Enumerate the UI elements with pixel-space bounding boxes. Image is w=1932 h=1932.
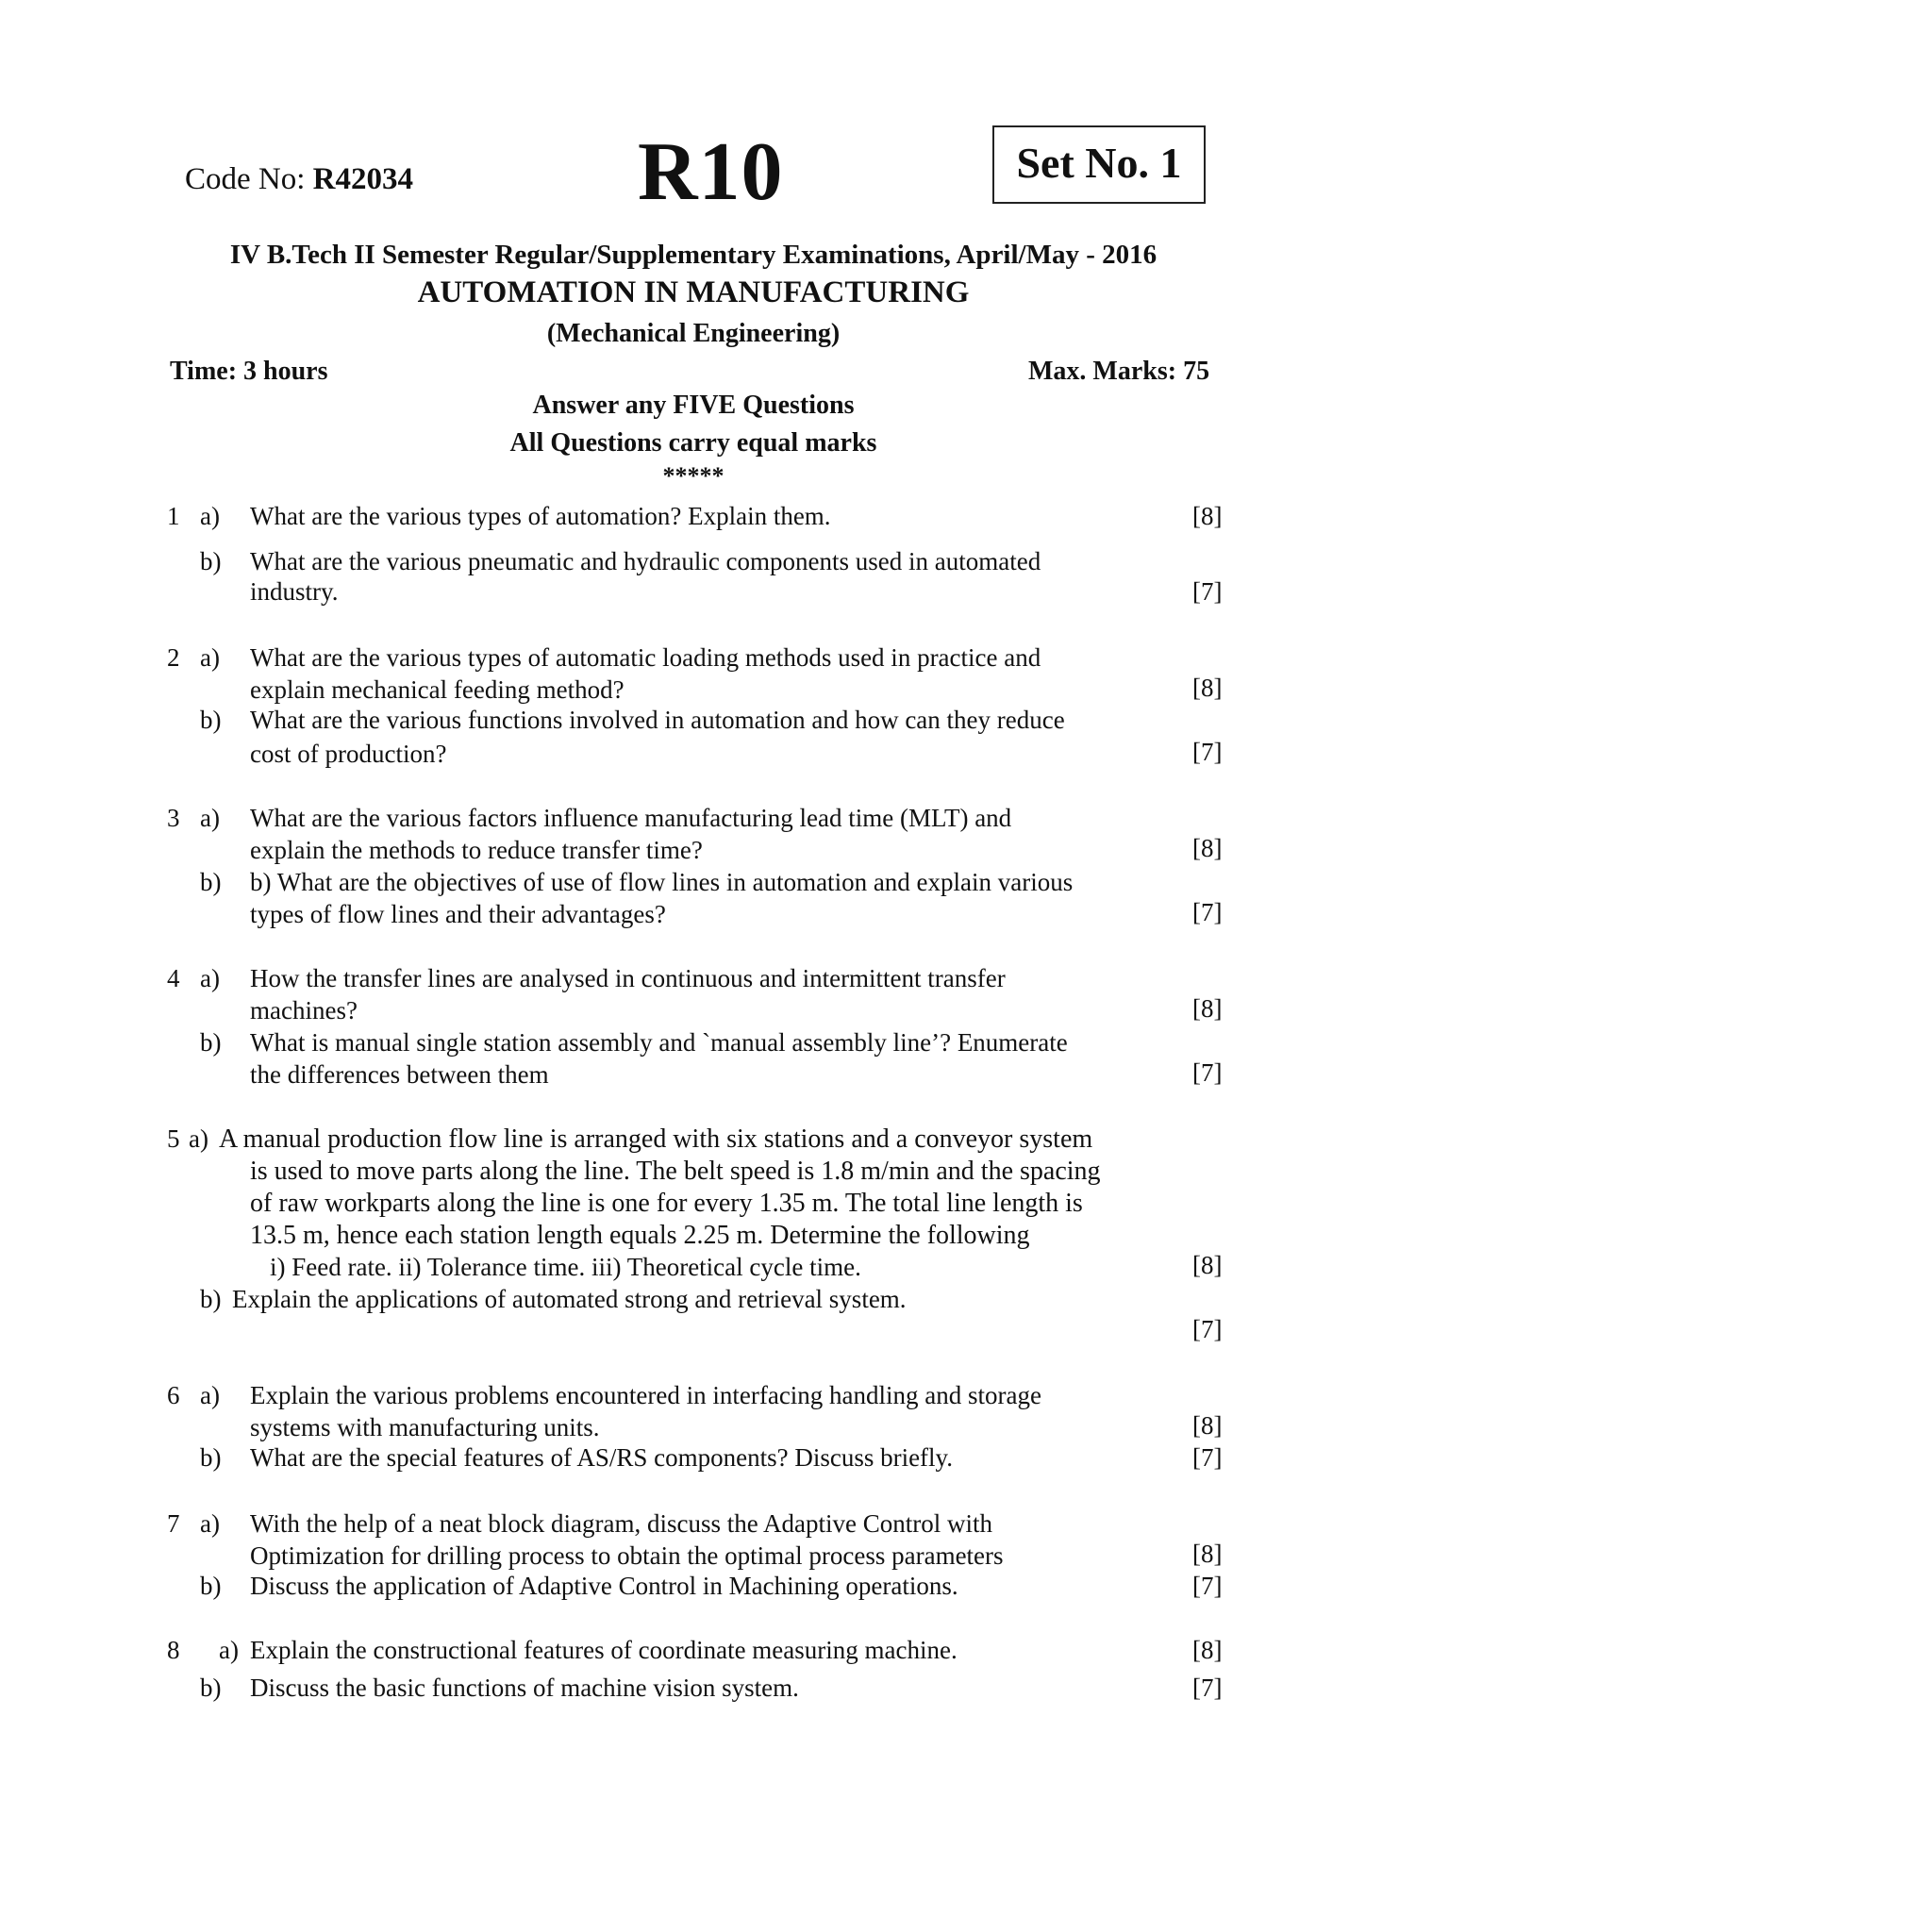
- part-label: b): [200, 1674, 222, 1702]
- separator: *****: [662, 462, 724, 490]
- question-text: Explain the constructional features of coordinate measuring machine.: [250, 1636, 958, 1664]
- part-label: b): [200, 1285, 222, 1313]
- marks-label: [7]: [1192, 577, 1223, 606]
- question-text: machines?: [250, 996, 358, 1024]
- question-text: systems with manufacturing units.: [250, 1413, 600, 1441]
- marks-label: [8]: [1192, 502, 1223, 530]
- marks-label: [8]: [1192, 1636, 1223, 1664]
- marks-label: [8]: [1192, 994, 1223, 1023]
- part-label: b): [200, 547, 222, 575]
- subject-title: AUTOMATION IN MANUFACTURING: [417, 275, 970, 309]
- question-text: i) Feed rate. ii) Tolerance time. iii) Theoretical cycle time.: [270, 1253, 861, 1281]
- part-label: a): [200, 502, 220, 530]
- question-text: explain the methods to reduce transfer time?: [250, 836, 703, 864]
- question-number: 3: [167, 804, 180, 832]
- question-text: A manual production flow line is arranged with six stations and a conveyor system: [219, 1124, 1093, 1154]
- question-text: What are the various types of automatic loading methods used in practice and: [250, 643, 1041, 672]
- question-number: 1: [167, 502, 180, 530]
- part-label: a): [200, 1381, 220, 1409]
- question-text: What are the various types of automation? Explain them.: [250, 502, 831, 530]
- question-text: Optimization for drilling process to obtain the optimal process parameters: [250, 1541, 1004, 1570]
- question-text: cost of production?: [250, 740, 447, 768]
- question-text: b) What are the objectives of use of flow lines in automation and explain various: [250, 868, 1074, 896]
- part-label: b): [200, 1028, 222, 1057]
- marks-label: [7]: [1192, 1058, 1223, 1087]
- max-marks-label: Max. Marks: 75: [1028, 357, 1210, 386]
- question-number: 8: [167, 1636, 180, 1664]
- branch-name: (Mechanical Engineering): [546, 319, 841, 348]
- question-number: 2: [167, 643, 180, 672]
- question-text: of raw workparts along the line is one for every 1.35 m. The total line length is: [250, 1189, 1083, 1218]
- question-text: explain mechanical feeding method?: [250, 675, 625, 704]
- question-number: 7: [167, 1509, 180, 1538]
- question-text: the differences between them: [250, 1060, 549, 1089]
- marks-label: [7]: [1192, 1443, 1223, 1472]
- part-label: b): [200, 868, 222, 896]
- part-label: a): [200, 964, 220, 992]
- marks-label: [8]: [1192, 674, 1223, 702]
- instruction-marks: All Questions carry equal marks: [509, 428, 877, 458]
- part-label: b): [200, 1572, 222, 1600]
- marks-label: [8]: [1192, 834, 1223, 862]
- marks-label: [7]: [1192, 1572, 1223, 1600]
- marks-label: [7]: [1192, 1674, 1223, 1702]
- question-text: Explain the applications of automated strong and retrieval system.: [232, 1285, 907, 1313]
- part-label: b): [200, 706, 222, 734]
- question-text: What are the various pneumatic and hydraulic components used in automated: [250, 547, 1041, 575]
- question-number: 6: [167, 1381, 180, 1409]
- marks-label: [7]: [1192, 898, 1223, 926]
- time-label: Time: 3 hours: [170, 357, 328, 386]
- set-number-box: Set No. 1: [992, 125, 1206, 204]
- question-text: What are the various functions involved in automation and how can they reduce: [250, 706, 1065, 734]
- question-text: What are the various factors influence manufacturing lead time (MLT) and: [250, 804, 1012, 832]
- exam-title: IV B.Tech II Semester Regular/Supplementary Examinations, April/May - 2016: [229, 240, 1158, 270]
- question-number: 5: [167, 1124, 180, 1153]
- question-text: is used to move parts along the line. The belt speed is 1.8 m/min and the spacing: [250, 1157, 1101, 1186]
- part-label: a): [200, 804, 220, 832]
- question-text: industry.: [250, 577, 339, 606]
- question-number: 4: [167, 964, 180, 992]
- question-text: What are the special features of AS/RS components? Discuss briefly.: [250, 1443, 954, 1472]
- marks-label: [8]: [1192, 1251, 1223, 1279]
- part-label: b): [200, 1443, 222, 1472]
- question-text: types of flow lines and their advantages?: [250, 900, 666, 928]
- instruction-answer: Answer any FIVE Questions: [532, 391, 855, 420]
- question-text: 13.5 m, hence each station length equals 2.25 m. Determine the following: [250, 1221, 1030, 1250]
- marks-label: [7]: [1192, 1315, 1223, 1343]
- regulation-label: R10: [638, 126, 784, 218]
- part-label: a): [219, 1636, 239, 1664]
- part-label: a): [189, 1124, 208, 1153]
- marks-label: [8]: [1192, 1540, 1223, 1568]
- marks-label: [7]: [1192, 738, 1223, 766]
- question-text: Discuss the basic functions of machine vision system.: [250, 1674, 799, 1702]
- part-label: a): [200, 643, 220, 672]
- code-value: R42034: [312, 162, 414, 196]
- marks-label: [8]: [1192, 1411, 1223, 1440]
- part-label: a): [200, 1509, 220, 1538]
- question-text: Discuss the application of Adaptive Control in Machining operations.: [250, 1572, 958, 1600]
- question-text: With the help of a neat block diagram, discuss the Adaptive Control with: [250, 1509, 992, 1538]
- code-label: Code No:: [185, 162, 313, 196]
- code-number: [185, 162, 413, 197]
- question-text: What is manual single station assembly and `manual assembly line’? Enumerate: [250, 1028, 1068, 1057]
- question-text: Explain the various problems encountered in interfacing handling and storage: [250, 1381, 1041, 1409]
- question-text: How the transfer lines are analysed in continuous and intermittent transfer: [250, 964, 1006, 992]
